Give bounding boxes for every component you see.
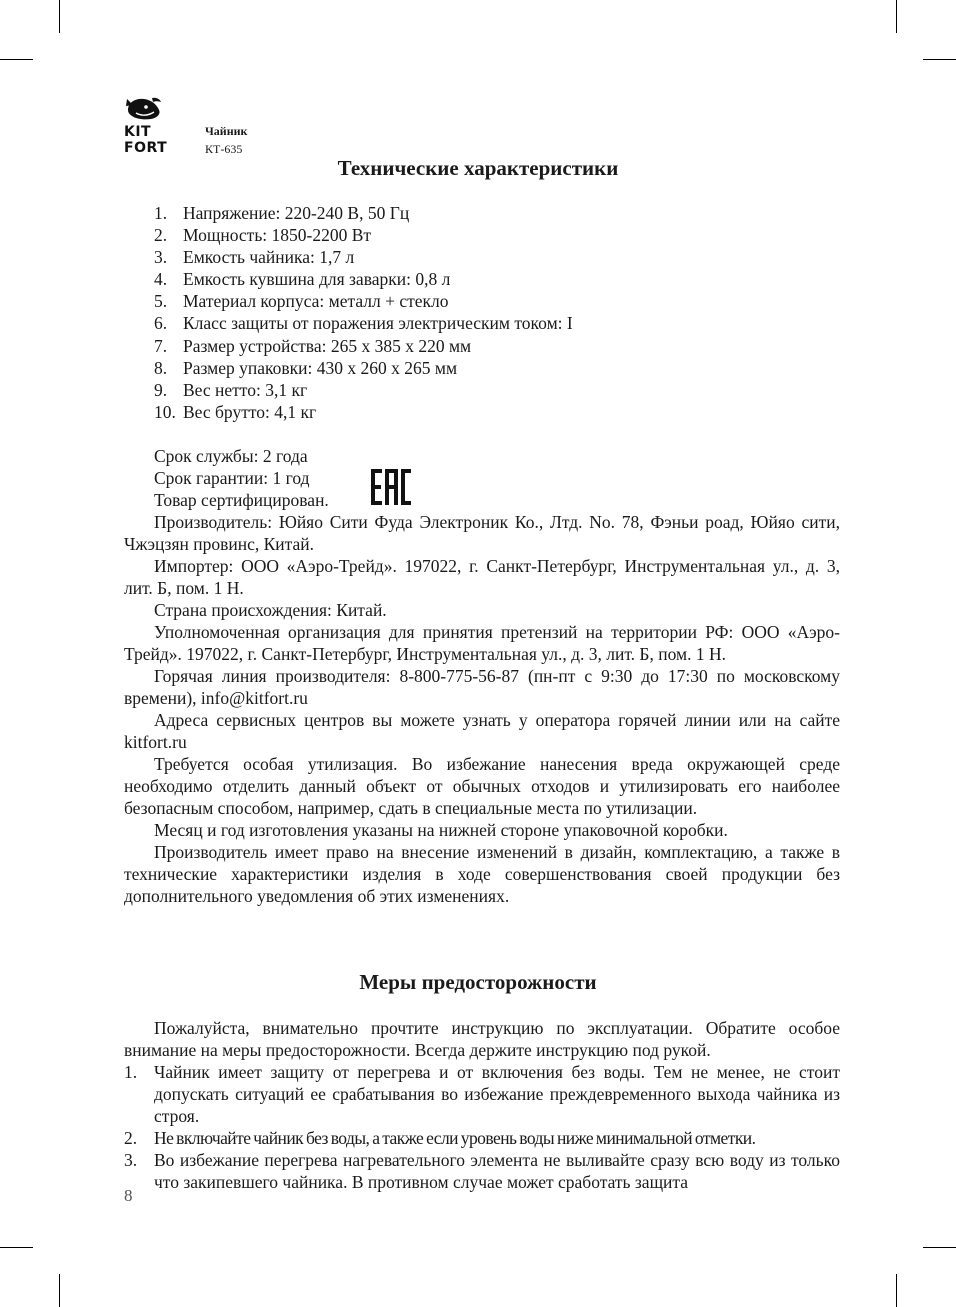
manufacturer-paragraph: Производитель: Юйяо Сити Фуда Электроник Ко., Лтд. No. 78, Фэньи роад, Юйяо сити, Чжэцзян провинс, Китай. (124, 512, 840, 554)
product-model: КТ-635 (205, 142, 243, 156)
changes-paragraph: Производитель имеет право на внесение изменений в дизайн, комплектацию, а также в технические характеристики изделия в ходе совершенствования своей продукции без дополнительного уведомления об этих изменениях. (124, 842, 840, 906)
crop-mark (923, 1247, 956, 1248)
crop-mark (0, 59, 33, 60)
list-item: 10. Вес брутто: 4,1 кг (154, 401, 317, 422)
list-item: 2. Не включайте чайник без воды, а также если уровень воды ниже минимальной отметки. (124, 1128, 756, 1148)
section-title-specs: Технические характеристики (337, 156, 619, 180)
specs-list (154, 202, 573, 423)
service-life: Срок службы: 2 года (154, 446, 308, 466)
brand-name-line1: KIT (124, 124, 152, 140)
certified: Товар сертифицирован. (154, 490, 329, 510)
authorized-paragraph: Уполномоченная организация для принятия претензий на территории РФ: ООО «Аэро-Трейд». 197022, г. Санкт-Петербург, Инструментальная ул., д. 3, лит. Б, пом. 1 Н. (124, 622, 840, 664)
list-item: 6. Класс защиты от поражения электрическим током: I (154, 313, 573, 334)
eac-mark-icon (370, 467, 412, 507)
crop-mark (59, 0, 60, 33)
disposal-paragraph: Требуется особая утилизация. Во избежание нанесения вреда окружающей среде необходимо отделить данный объект от обычных отходов и утилизировать его наиболее безопасным способом, например, сдать в специальные места по утилизации. (124, 754, 840, 818)
list-item: 4. Емкость кувшина для заварки: 0,8 л (154, 269, 451, 290)
crop-mark (923, 59, 956, 60)
list-item: 1. Чайник имеет защиту от перегрева и от включения без воды. Тем не менее, не стоит допускать ситуаций ее срабатывания во избежание преждевременного выхода чайника из строя. (124, 1062, 840, 1126)
crop-mark (59, 1274, 60, 1307)
section-title-precautions: Меры предосторожности (359, 970, 597, 994)
page-number: 8 (124, 1186, 133, 1205)
service-centers-paragraph: Адреса сервисных центров вы можете узнать у оператора горячей линии или на сайте kitfort.ru (124, 710, 840, 752)
origin-paragraph: Страна происхождения: Китай. (154, 600, 387, 620)
list-item: 3. Емкость чайника: 1,7 л (154, 247, 355, 268)
crop-mark (896, 1274, 897, 1307)
importer-paragraph: Импортер: ООО «Аэро-Трейд». 197022, г. Санкт-Петербург, Инструментальная ул., д. 3, лит. Б, пом. 1 Н. (124, 556, 840, 598)
product-name: Чайник (205, 124, 248, 138)
list-item: 3. Во избежание перегрева нагревательного элемента не выливайте сразу всю воду из только что закипевшего чайника. В противном случае может сработать защита (124, 1150, 840, 1192)
list-item: 7. Размер устройства: 265 х 385 х 220 мм (154, 335, 472, 356)
manufacture-date-paragraph: Месяц и год изготовления указаны на нижней стороне упаковочной коробки. (154, 820, 728, 840)
list-item: 5. Материал корпуса: металл + стекло (154, 291, 449, 312)
brand-name-line2: FORT (124, 140, 168, 156)
precautions-intro: Пожалуйста, внимательно прочтите инструкцию по эксплуатации. Обратите особое внимание на меры предосторожности. Всегда держите инструкцию под рукой. (124, 1018, 840, 1060)
warranty: Срок гарантии: 1 год (154, 468, 310, 488)
list-item: 1. Напряжение: 220-240 В, 50 Гц (154, 203, 410, 223)
list-item: 9. Вес нетто: 3,1 кг (154, 379, 308, 400)
hotline-paragraph: Горячая линия производителя: 8-800-775-56-87 (пн-пт с 9:30 до 17:30 по московскому времени), info@kitfort.ru (124, 666, 840, 708)
list-item: 8. Размер упаковки: 430 х 260 х 265 мм (154, 357, 458, 378)
crop-mark (896, 0, 897, 33)
precautions-list (124, 1061, 840, 1193)
crop-mark (0, 1247, 33, 1248)
list-item: 2. Мощность: 1850-2200 Вт (154, 225, 372, 246)
whale-icon (124, 96, 194, 122)
